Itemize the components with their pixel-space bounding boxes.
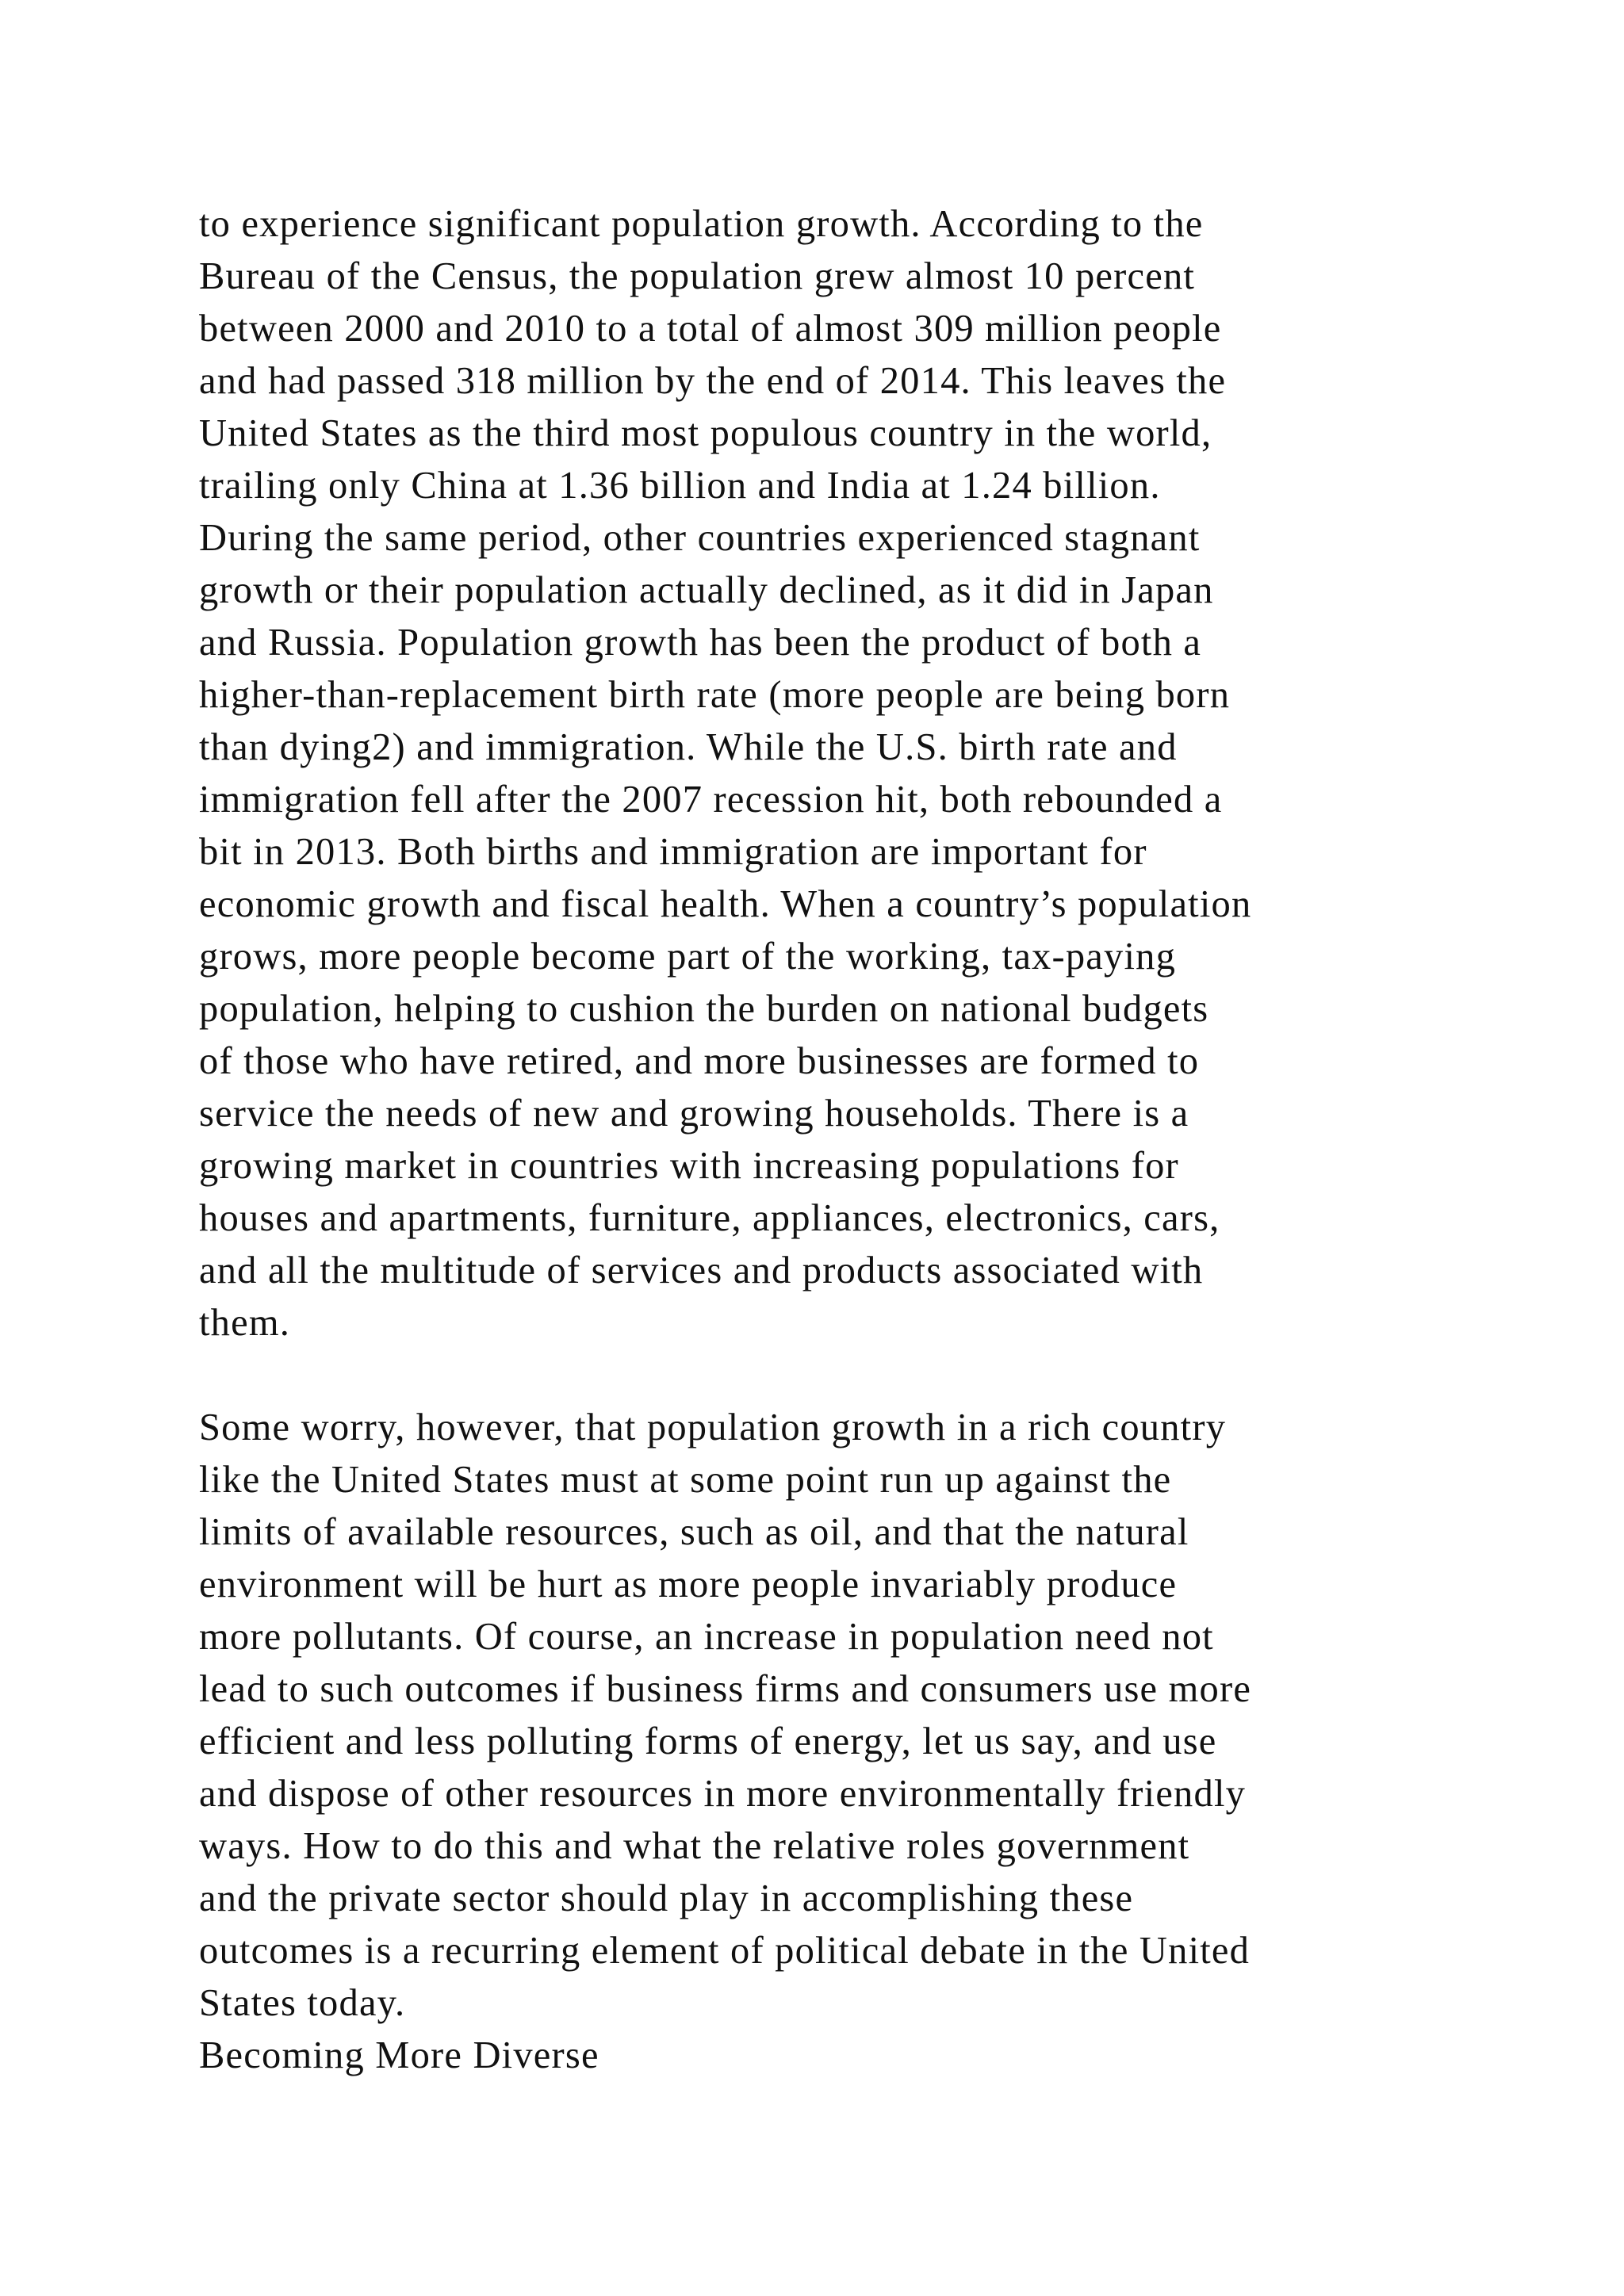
- body-paragraph-population-growth: to experience significant population growth. According to the Bureau of the Census, the population grew almost 10 percent between 2000 and 2010 to a total of almost 309 million people and had passed 318 million by the end of 2014. This leaves the United States as the third most populous country in the world, trailing only China at 1.36 billion and India at 1.24 billion. During the same period, other countries experienced stagnant growth or their population actually declined, as it did in Japan and Russia. Population growth has been the product of both a higher-than-replacement birth rate (more people are being born than dying2) and immigration. While the U.S. birth rate and immigration fell after the 2007 recession hit, both rebounded a bit in 2013. Both births and immigration are important for economic growth and fiscal health. When a country’s population grows, more people become part of the working, tax-paying population, helping to cushion the burden on national budgets of those who have retired, and more businesses are formed to service the needs of new and growing households. There is a growing market in countries with increasing populations for houses and apartments, furniture, appliances, electronics, cars, and all the multitude of services and products associated with them.: [199, 203, 1252, 1344]
- section-heading: Becoming More Diverse: [199, 2034, 599, 2076]
- body-paragraph-resource-concerns: Some worry, however, that population growth in a rich country like the United States must at some point run up against the limits of available resources, such as oil, and that the natural environment will be hurt as more people invariably produce more pollutants. Of course, an increase in population need not lead to such outcomes if business firms and consumers use more efficient and less polluting forms of energy, let us say, and use and dispose of other resources in more environmentally friendly ways. How to do this and what the relative roles government and the private sector should play in accomplishing these outcomes is a recurring element of political debate in the United States today.: [199, 1406, 1252, 2024]
